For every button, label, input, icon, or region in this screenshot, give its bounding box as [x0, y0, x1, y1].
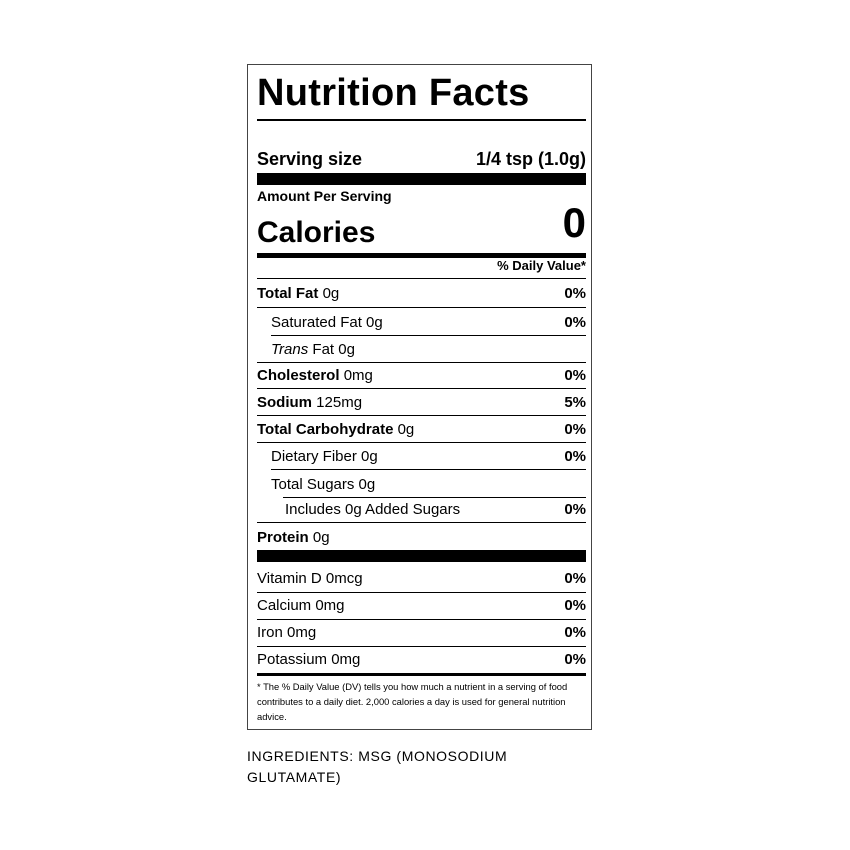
title-rule — [257, 119, 586, 121]
nutrient-dv: 0% — [564, 285, 586, 302]
vitamin-name: Vitamin D 0mcg — [257, 570, 363, 587]
nutrient-dv: 5% — [564, 394, 586, 411]
calories-label: Calories — [257, 216, 376, 249]
nutrient-amount: 0g — [312, 529, 330, 546]
nutrient-name: Cholesterol — [257, 367, 340, 384]
divider — [283, 497, 586, 498]
nutrient-name: Trans — [271, 341, 309, 358]
amount-per-serving: Amount Per Serving — [257, 188, 392, 204]
divider — [271, 469, 586, 470]
nutrient-amount: 0mg — [343, 367, 373, 384]
vitamin-dv: 0% — [564, 570, 586, 587]
nutrient-amount: 125mg — [316, 394, 363, 411]
nutrient-dv: 0% — [564, 501, 586, 518]
footnote-rule — [257, 673, 586, 676]
nutrition-facts-label — [247, 64, 592, 730]
vitamin-dv: 0% — [564, 624, 586, 641]
serving-size-value: 1/4 tsp (1.0g) — [475, 149, 586, 169]
nutrient-name: Total Carbohydrate — [257, 421, 394, 438]
divider — [257, 278, 586, 279]
nutrient-amount: Fat 0g — [312, 341, 355, 358]
nutrient-name: Total Sugars 0g — [271, 476, 376, 493]
footnote: * The % Daily Value (DV) tells you how much a nutrient in a serving of food contributes to a daily diet. 2,000 calories a day is used for general nutrition advice. — [257, 681, 568, 722]
nutrient-amount: 0g — [322, 285, 340, 302]
nutrient-name: Total Fat — [257, 285, 319, 302]
divider — [257, 415, 586, 416]
divider — [257, 362, 586, 363]
label-title: Nutrition Facts — [257, 72, 530, 114]
vitamin-dv: 0% — [564, 597, 586, 614]
nutrient-dv: 0% — [564, 448, 586, 465]
thick-rule-bottom — [257, 550, 586, 562]
nutrient-dv: 0% — [564, 421, 586, 438]
nutrient-amount: 0g — [397, 421, 415, 438]
calories-value: 0 — [562, 199, 586, 246]
daily-value-header: % Daily Value* — [497, 258, 586, 273]
divider — [257, 619, 586, 620]
divider — [257, 442, 586, 443]
nutrient-name: Protein — [257, 529, 309, 546]
nutrient-name: Saturated Fat 0g — [271, 314, 383, 331]
vitamin-name: Potassium 0mg — [257, 651, 361, 668]
nutrient-dv: 0% — [564, 367, 586, 384]
divider — [257, 307, 586, 308]
vitamin-dv: 0% — [564, 651, 586, 668]
nutrient-dv: 0% — [564, 314, 586, 331]
vitamin-name: Iron 0mg — [257, 624, 317, 641]
divider — [257, 646, 586, 647]
divider — [257, 388, 586, 389]
divider — [257, 592, 586, 593]
divider — [271, 335, 586, 336]
nutrient-name: Includes 0g Added Sugars — [285, 501, 461, 518]
serving-size-label: Serving size — [257, 149, 363, 169]
ingredients-text: INGREDIENTS: MSG (MONOSODIUM GLUTAMATE) — [247, 748, 508, 785]
nutrient-name: Sodium — [257, 394, 312, 411]
vitamin-name: Calcium 0mg — [257, 597, 345, 614]
nutrient-name: Dietary Fiber 0g — [271, 448, 378, 465]
divider — [257, 522, 586, 523]
thick-rule-top — [257, 173, 586, 185]
